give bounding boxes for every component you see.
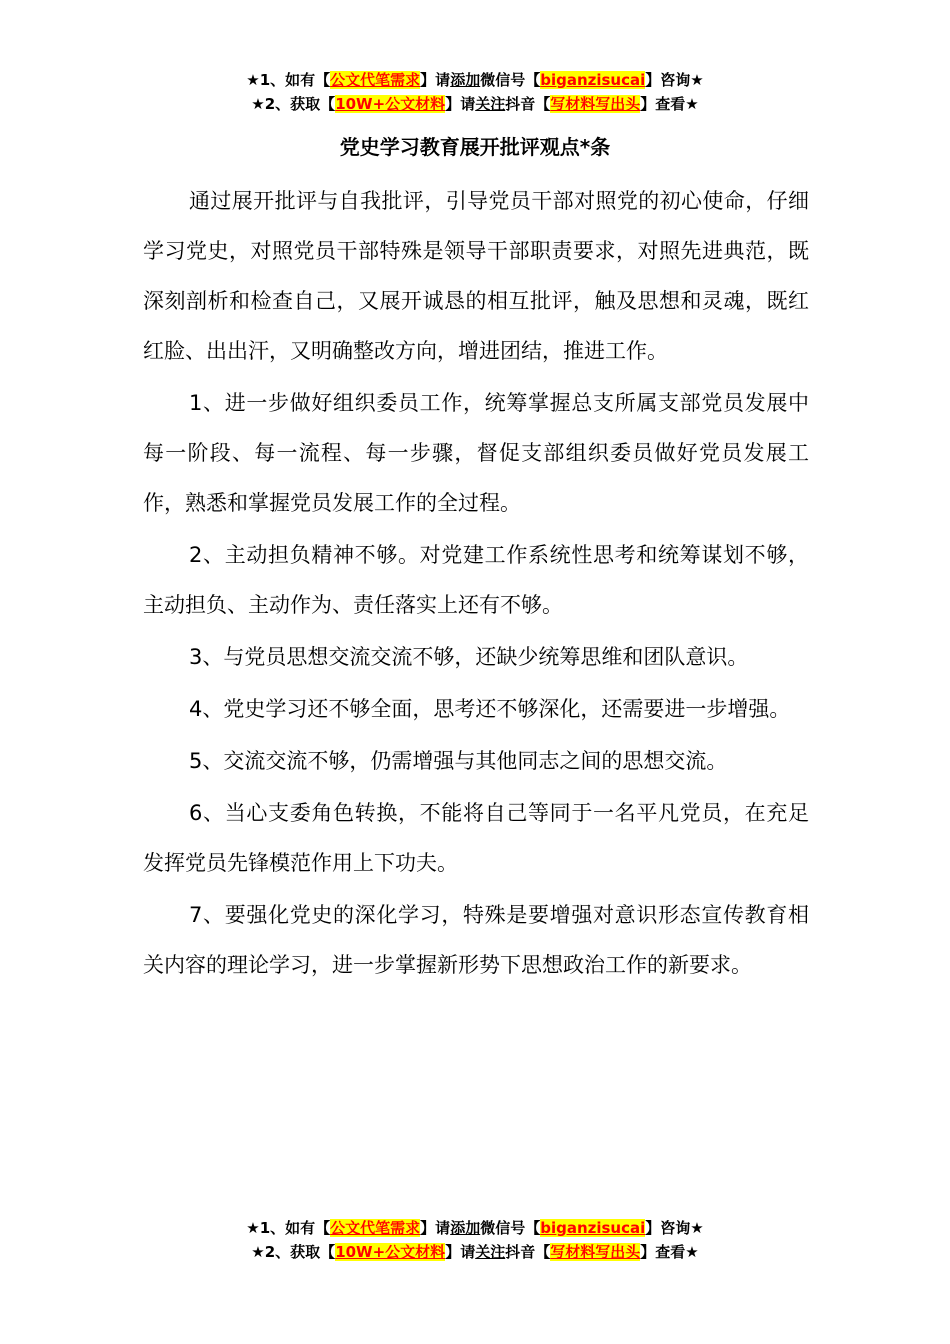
list-item: 2、主动担负精神不够。对党建工作系统性思考和统筹谋划不够，主动担负、主动作为、责任落实上还有不够。 (143, 543, 809, 617)
banner-text: ★2、获取【 (251, 1243, 336, 1261)
document-body (143, 176, 809, 992)
banner-text: 微信号【 (480, 1219, 541, 1237)
banner-text: 】请 (420, 1219, 451, 1237)
banner-underlined-text: 关注 (475, 95, 506, 113)
banner-text: 】请 (445, 95, 476, 113)
banner-highlight-wechat-id: biganzisucai (540, 1219, 646, 1237)
banner-text: 】查看★ (640, 95, 699, 113)
banner-text: 抖音【 (505, 1243, 551, 1261)
header-banner (0, 68, 950, 116)
banner-text: ★2、获取【 (251, 95, 336, 113)
banner-highlight-wechat-id: biganzisucai (540, 71, 646, 89)
banner-line-1 (0, 1216, 950, 1240)
banner-underlined-text: 关注 (475, 1243, 506, 1261)
intro-paragraph: 通过展开批评与自我批评，引导党员干部对照党的初心使命，仔细学习党史，对照党员干部特殊是领导干部职责要求，对照先进典范，既深刻剖析和检查自己，又展开诚恳的相互批评，触及思想和灵魂，既红红脸、出出汗，又明确整改方向，增进团结，推进工作。 (143, 189, 809, 363)
banner-text: 】咨询★ (645, 1219, 704, 1237)
list-item: 7、要强化党史的深化学习，特殊是要增强对意识形态宣传教育相关内容的理论学习，进一步掌握新形势下思想政治工作的新要求。 (143, 903, 809, 977)
list-item: 6、当心支委角色转换，不能将自己等同于一名平凡党员，在充足发挥党员先锋模范作用上下功夫。 (143, 801, 809, 875)
banner-highlight-materials: 10W+公文材料 (335, 1243, 446, 1261)
banner-text: 】请 (420, 71, 451, 89)
list-item: 1、进一步做好组织委员工作，统筹掌握总支所属支部党员发展中每一阶段、每一流程、每一步骤，督促支部组织委员做好党员发展工作，熟悉和掌握党员发展工作的全过程。 (143, 391, 809, 515)
banner-highlight-douyin-id: 写材料写出头 (550, 95, 641, 113)
list-item: 4、党史学习还不够全面，思考还不够深化，还需要进一步增强。 (189, 697, 791, 721)
document-title: 党史学习教育展开批评观点*条 (339, 135, 611, 159)
banner-text: 】请 (445, 1243, 476, 1261)
banner-highlight-service: 公文代笔需求 (330, 71, 421, 89)
list-item: 3、与党员思想交流交流不够，还缺少统筹思维和团队意识。 (189, 645, 749, 669)
list-item: 5、交流交流不够，仍需增强与其他同志之间的思想交流。 (189, 749, 728, 773)
banner-text: ★1、如有【 (246, 71, 331, 89)
banner-line-2 (0, 1240, 950, 1264)
banner-text: ★1、如有【 (246, 1219, 331, 1237)
banner-highlight-materials: 10W+公文材料 (335, 95, 446, 113)
banner-text: 】查看★ (640, 1243, 699, 1261)
banner-highlight-douyin-id: 写材料写出头 (550, 1243, 641, 1261)
banner-text: 抖音【 (505, 95, 551, 113)
banner-highlight-service: 公文代笔需求 (330, 1219, 421, 1237)
banner-underlined-text: 添加 (450, 1219, 481, 1237)
banner-line-2 (0, 92, 950, 116)
footer-banner (0, 1216, 950, 1264)
banner-underlined-text: 添加 (450, 71, 481, 89)
banner-line-1 (0, 68, 950, 92)
banner-text: 】咨询★ (645, 71, 704, 89)
banner-text: 微信号【 (480, 71, 541, 89)
